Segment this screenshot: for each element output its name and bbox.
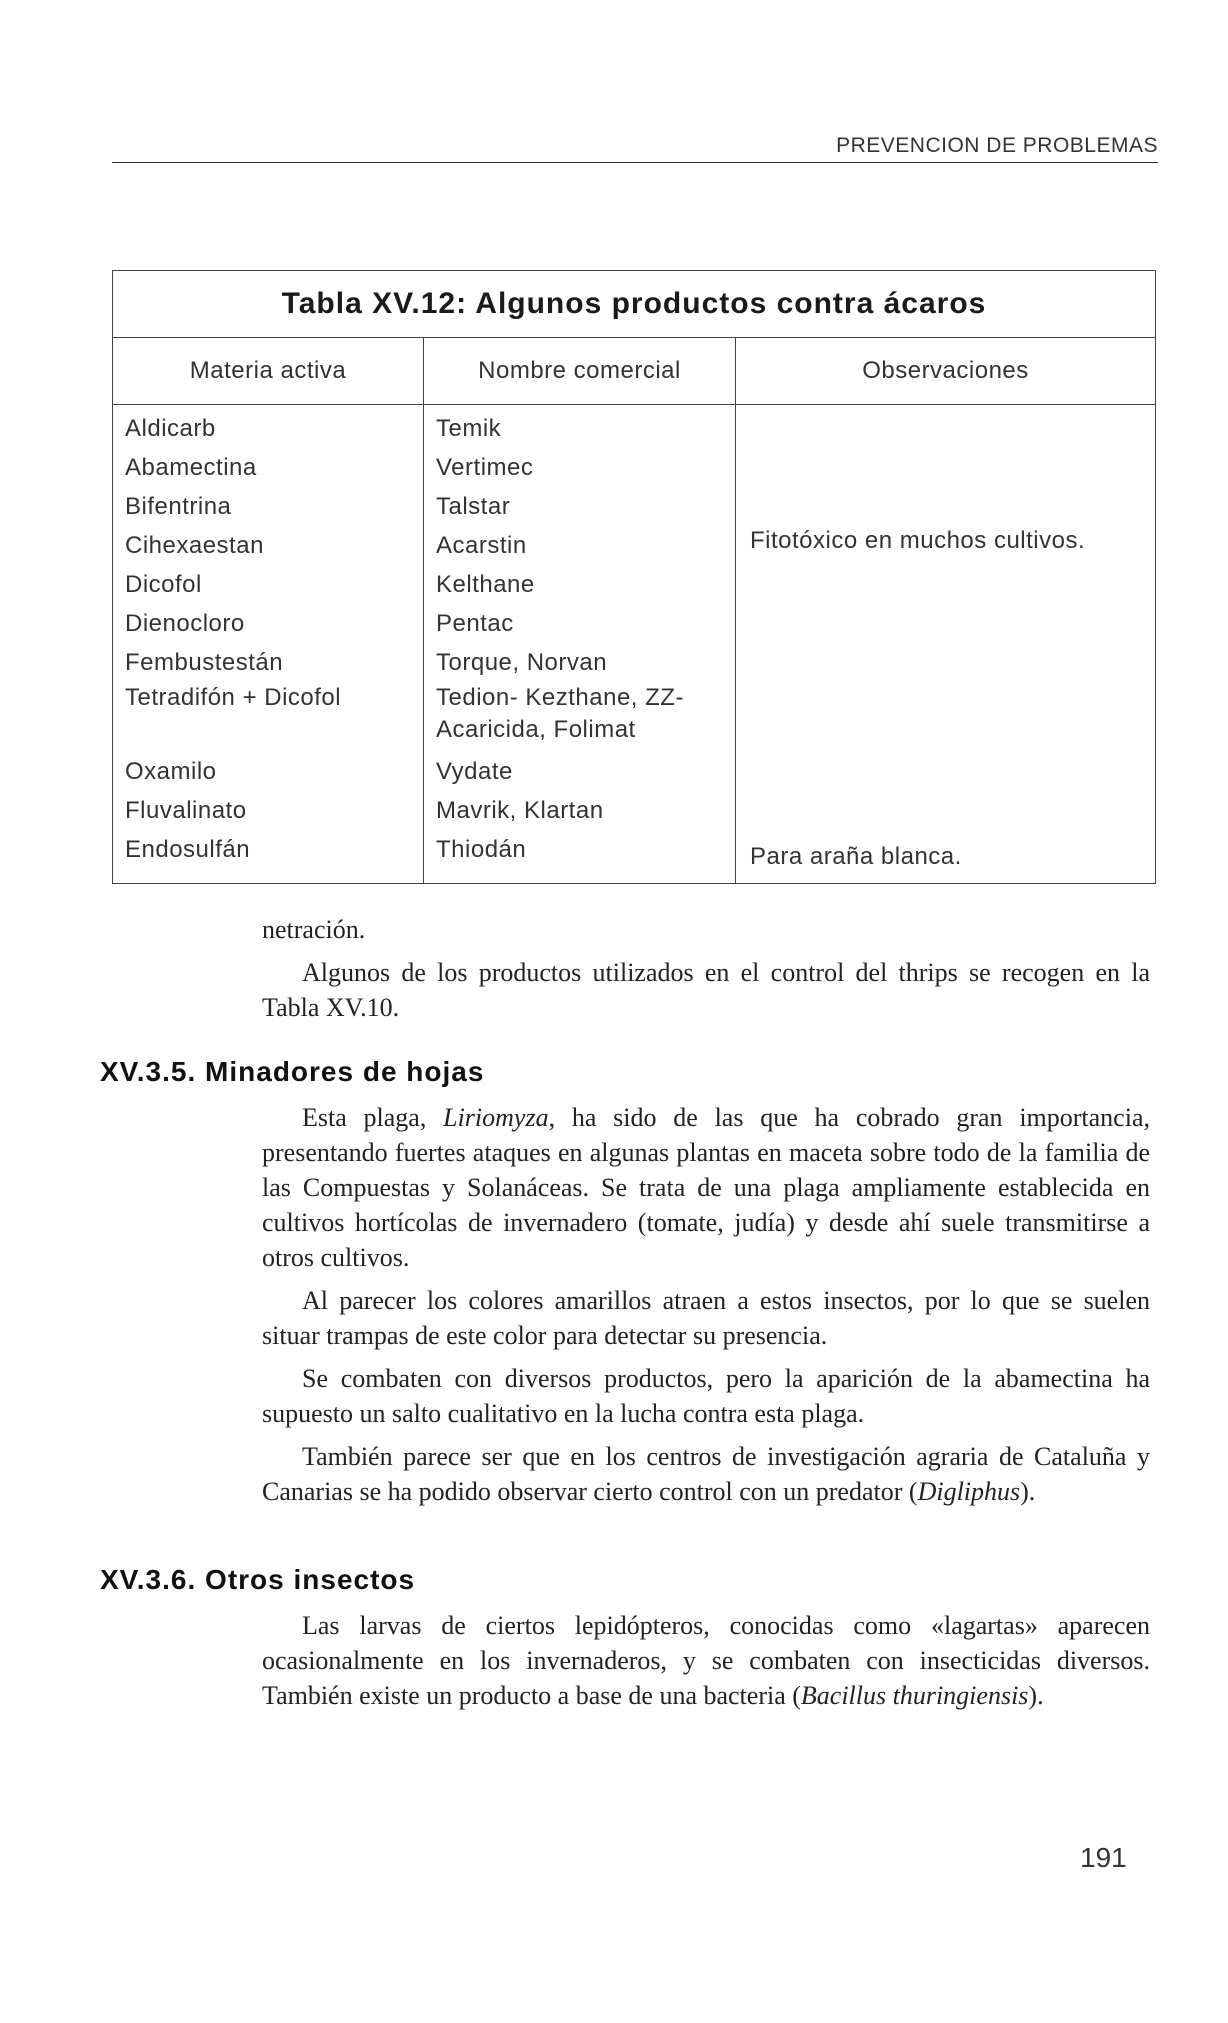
italic-term: Digliphus <box>917 1477 1021 1506</box>
table-cell: Thiodán <box>436 836 527 863</box>
text-run: Esta plaga, <box>302 1103 444 1132</box>
italic-term: Liriomyza <box>443 1103 549 1132</box>
column-header-materia: Materia activa <box>113 338 423 405</box>
table-cell: Torque, Norvan <box>436 649 608 676</box>
table-cell: Vydate <box>436 758 513 785</box>
acaricide-table <box>112 270 1156 884</box>
italic-term: Bacillus thuringiensis <box>800 1681 1029 1710</box>
materia-column <box>113 405 423 883</box>
table-cell: Dienocloro <box>125 610 245 637</box>
paragraph <box>262 1608 1150 1713</box>
table-cell: Tetradifón + Dicofol <box>125 684 342 711</box>
column-header-nombre: Nombre comercial <box>423 338 735 405</box>
table-cell: Bifentrina <box>125 493 232 520</box>
paragraph <box>262 1439 1150 1509</box>
table-cell: Pentac <box>436 610 514 637</box>
section-2-text <box>262 1608 1150 1721</box>
text-run: ). <box>1028 1681 1044 1710</box>
section-1-text <box>262 1100 1150 1517</box>
paragraph: Al parecer los colores amarillos atraen a estos insectos, por lo que se suelen situar trampas de este color para detectar su presencia. <box>262 1286 1150 1350</box>
text-run: También parece ser que en los centros de investigación agraria de Cataluña y Canarias se ha podido observar cierto control con un predator ( <box>262 1442 1150 1506</box>
table-cell: Tedion- Kezthane, ZZ- Acaricida, Folimat <box>436 684 684 743</box>
text-run: Las larvas de ciertos lepidópteros, conocidas como «lagartas» aparecen ocasionalmente en los invernaderos, y se combaten con insecticidas diversos. También existe un producto a base de una bacteria ( <box>262 1611 1150 1710</box>
intro-text <box>262 912 1150 1033</box>
table-cell: Talstar <box>436 493 511 520</box>
table-cell: Abamectina <box>125 454 257 481</box>
table-cell: Temik <box>436 415 502 442</box>
text-run: , ha sido de las que ha cobrado gran importancia, presentando fuertes ataques en algunas plantas en maceta sobre todo de la familia de las Compuestas y Solanáceas. Se trata de una plaga ampliamente establecida en cultivos hortícolas de invernadero (tomate, judía) y desde ahí suele transmitirse a otros cultivos. <box>262 1103 1150 1272</box>
table-cell: Fluvalinato <box>125 797 247 824</box>
table-cell: Endosulfán <box>125 836 251 863</box>
table-cell: Para araña blanca. <box>750 843 962 870</box>
observaciones-column <box>735 405 1155 883</box>
nombre-column <box>423 405 735 883</box>
page-number: 191 <box>1080 1842 1127 1873</box>
running-header: PREVENCION DE PROBLEMAS <box>112 134 1158 163</box>
table-cell: Fitotóxico en muchos cultivos. <box>750 527 1086 554</box>
paragraph: Algunos de los productos utilizados en el control del thrips se recogen en la Tabla XV.10. <box>262 958 1150 1022</box>
table-cell: Dicofol <box>125 571 202 598</box>
section-heading: XV.3.6. Otros insectos <box>100 1564 416 1595</box>
paragraph: netración. <box>262 915 366 944</box>
paragraph: Se combaten con diversos productos, pero la aparición de la abamectina ha supuesto un salto cualitativo en la lucha contra esta plaga. <box>262 1364 1150 1428</box>
text-run: ). <box>1020 1477 1036 1506</box>
table-cell: Kelthane <box>436 571 535 598</box>
table-cell: Vertimec <box>436 454 534 481</box>
table-cell: Aldicarb <box>125 415 216 442</box>
table-cell: Oxamilo <box>125 758 217 785</box>
paragraph <box>262 1100 1150 1275</box>
table-cell: Cihexaestan <box>125 532 264 559</box>
column-header-observaciones: Observaciones <box>735 338 1155 405</box>
table-cell: Fembustestán <box>125 649 284 676</box>
section-heading: XV.3.5. Minadores de hojas <box>100 1056 485 1087</box>
table-cell: Mavrik, Klartan <box>436 797 604 824</box>
table-title: Tabla XV.12: Algunos productos contra ácaros <box>113 271 1155 338</box>
table-cell: Acarstin <box>436 532 527 559</box>
